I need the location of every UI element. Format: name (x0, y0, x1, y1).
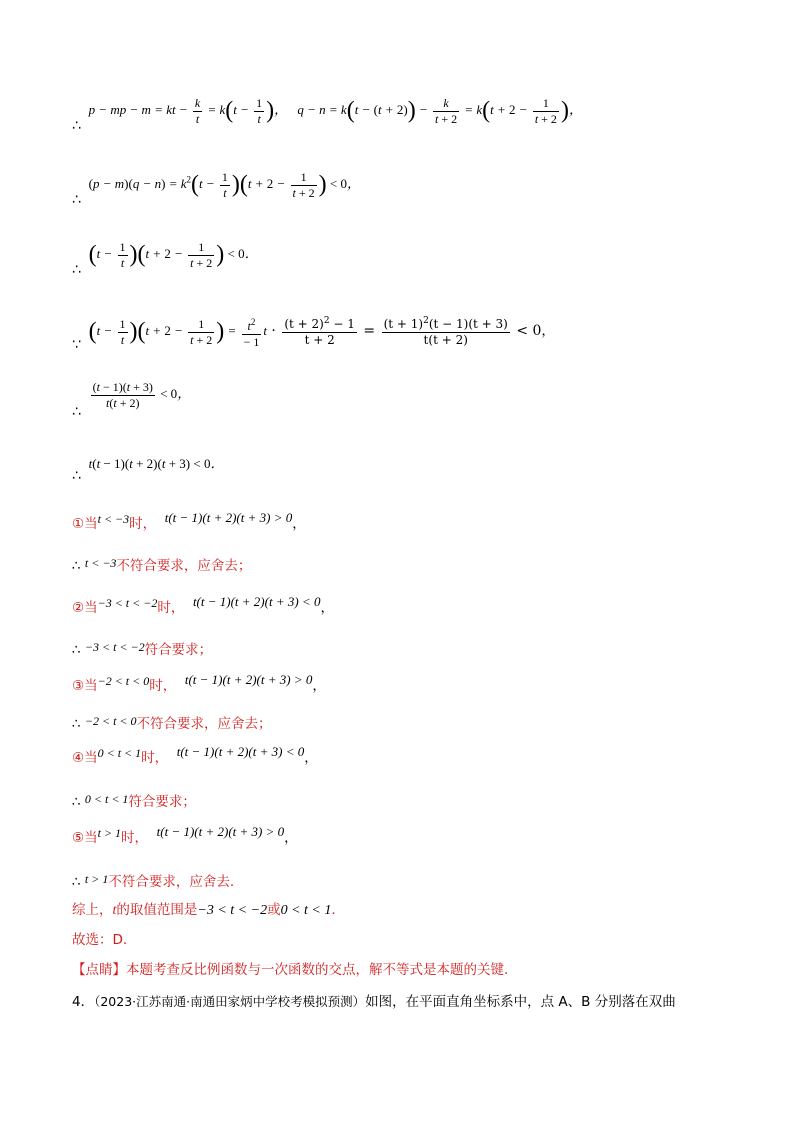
case-expression: t(t − 1)(t + 2)(t + 3) > 0 (164, 510, 293, 525)
conclusion-text: 不符合要求，应舍去； (136, 716, 272, 732)
case-condition: 0 < t < 1 (97, 746, 142, 760)
eq-line-6 (72, 452, 224, 484)
case-condition: t > 1 (97, 826, 122, 840)
eq-line-2 (72, 170, 361, 209)
case-conclusion (72, 870, 234, 890)
summary-or: 或 (267, 902, 281, 918)
summary-prefix: 综上， (72, 902, 113, 918)
math-expression: $(p - m)(q - n) = k^2(t$ − $\frac{1}{t}$ )(t + 2 − $\frac{1}{t + 2}$ ) < 0， (88, 170, 361, 200)
case-expression: t(t − 1)(t + 2)(t + 3) < 0 (176, 744, 305, 759)
therefore-symbol: ∴ (72, 642, 85, 658)
case-lead: ⑤当 (72, 830, 98, 846)
case-condition: t < −3 (97, 512, 130, 526)
case-conclusion (72, 790, 196, 810)
conclusion-condition: t < −3 (84, 556, 117, 570)
conclusion-condition: t > 1 (84, 872, 109, 886)
case-line (72, 596, 334, 616)
case-lead: ④当 (72, 750, 98, 766)
case-lead: ②当 (72, 600, 98, 616)
case-conclusion (72, 554, 251, 574)
case-line (72, 826, 298, 846)
eq-line-1 (72, 96, 583, 135)
conclusion-condition: −2 < t < 0 (84, 714, 137, 728)
therefore-symbol: ∴ (72, 794, 85, 810)
case-mid: 时， (157, 600, 185, 616)
math-expression: t(t − 1)(t + 2)(t + 3) < 0． (85, 456, 224, 472)
conclusion-text: 不符合要求，应舍去. (108, 874, 235, 890)
summary-end: . (331, 902, 336, 918)
case-tail: ， (312, 678, 326, 694)
case-lead: ③当 (72, 678, 98, 694)
case-tail: ， (304, 750, 318, 766)
conclusion-text: 符合要求； (144, 642, 213, 658)
case-expression: t(t − 1)(t + 2)(t + 3) > 0 (184, 672, 313, 687)
summary-variable: t (112, 903, 117, 918)
conclusion-text: 不符合要求，应舍去； (116, 558, 252, 574)
case-line (72, 746, 318, 766)
math-expression: (t − $\frac{1}{t}$ )(t + 2 − $\frac{1}{t + 2}$ ) = $\frac{t^2}{- 1}$ t (88, 316, 267, 349)
case-conclusion (72, 638, 212, 658)
eq-line-4: ∵ (t − $\frac{1}{t}$ )(t + 2 − $\frac{1}{t + 2}$ ) = $\frac{t^2}{- 1}$ t · $\frac{(t + 2)^2 - 1}{t + 2}$ = $\frac{(t + 1)^2(t - 1)(t + 3)}{t(t + 2)}$ < 0， (72, 316, 555, 353)
case-condition: −3 < t < −2 (97, 596, 158, 610)
therefore-symbol: ∴ (72, 558, 85, 574)
math-expression: $\frac{(t - 1)(t + 3)}{t(t + 2)}$ < 0， (92, 380, 191, 410)
conclusion-condition: 0 < t < 1 (84, 792, 129, 806)
case-mid: 时， (121, 830, 149, 846)
summary-line (72, 898, 336, 919)
therefore-symbol: ∴ (72, 404, 81, 421)
case-tail: ， (284, 830, 298, 846)
case-expression: t(t − 1)(t + 2)(t + 3) > 0 (156, 824, 285, 839)
case-mid: 时， (149, 678, 177, 694)
eq-line-5 (72, 380, 191, 421)
question-text: 如图，在平面直角坐标系中，点 A、B 分别落在双曲 (365, 994, 676, 1010)
eq-line-3 (72, 240, 259, 279)
case-line (72, 512, 306, 532)
case-line (72, 674, 326, 694)
math-expression: (t − $\frac{1}{t}$ )(t + 2 − $\frac{1}{t + 2}$ ) < 0． (88, 240, 259, 270)
case-mid: 时， (129, 516, 157, 532)
therefore-symbol: ∴ (72, 118, 81, 135)
summary-range-1: −3 < t < −2 (197, 903, 268, 918)
comment-text: 本题考查反比例函数与一次函数的交点，解不等式是本题的关键. (126, 962, 509, 978)
case-tail: ， (320, 600, 334, 616)
therefore-symbol: ∴ (72, 192, 81, 209)
answer-line: 故选：D. (72, 932, 128, 948)
comment-tag: 【点睛】 (72, 962, 126, 978)
because-symbol: ∵ (72, 337, 81, 353)
case-lead: ①当 (72, 516, 98, 532)
case-mid: 时， (141, 750, 169, 766)
question-number: 4． (72, 994, 95, 1010)
therefore-symbol: ∴ (72, 716, 85, 732)
case-tail: ， (292, 516, 306, 532)
math-expression: p − mp − m = kt − $\frac{k}{t}$ = k(t − $\frac{1}{t}$ )， q − n = k(t − (t + 2)) − $\frac{k}{t + 2}$ = k(t + 2 − $\frac{1}{t + 2}$ )， (85, 96, 583, 126)
therefore-symbol: ∴ (72, 874, 85, 890)
summary-range-2: 0 < t < 1 (280, 903, 332, 918)
case-condition: −2 < t < 0 (97, 674, 150, 688)
therefore-symbol: ∴ (72, 262, 81, 279)
conclusion-condition: −3 < t < −2 (84, 640, 145, 654)
case-conclusion (72, 712, 272, 732)
next-question (72, 990, 676, 1010)
therefore-symbol: ∴ (72, 468, 81, 484)
comment-line (72, 958, 508, 978)
question-source: （2023·江苏南通·南通田家炳中学校考模拟预测） (94, 994, 366, 1009)
conclusion-text: 符合要求； (128, 794, 196, 810)
summary-mid: 的取值范围是 (116, 902, 198, 918)
case-expression: t(t − 1)(t + 2)(t + 3) < 0 (192, 594, 321, 609)
